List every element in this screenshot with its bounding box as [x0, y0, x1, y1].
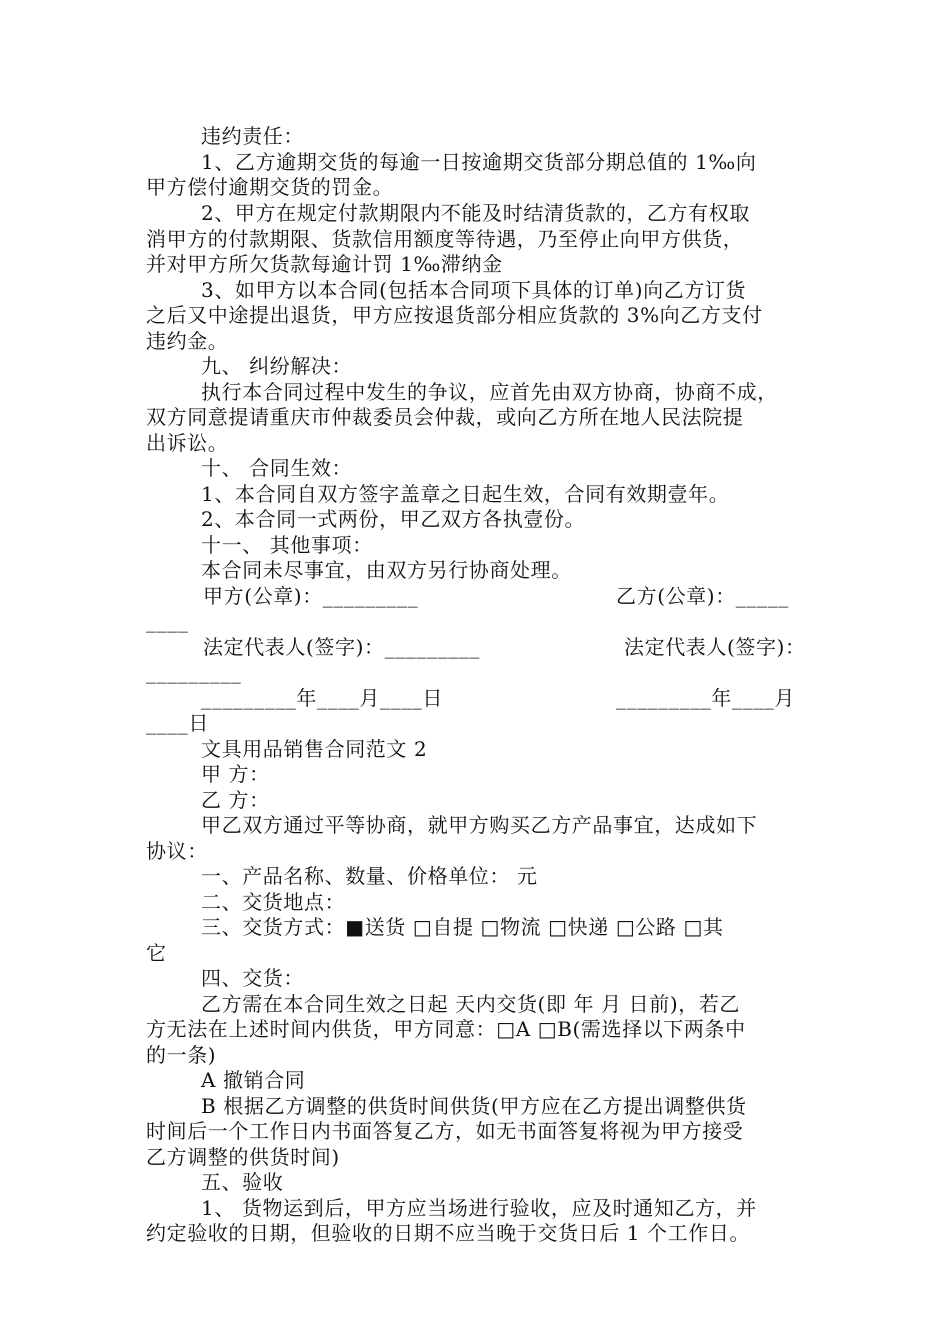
text-line: 1、本合同自双方签字盖章之日起生效，合同有效期壹年。: [201, 482, 730, 506]
text-line: 出诉讼。: [146, 431, 229, 455]
text-line: 二、交货地点：: [201, 890, 346, 914]
party-a-seal-line: 甲方(公章)：_________: [203, 584, 419, 608]
text-line: 2、本合同一式两份，甲乙双方各执壹份。: [201, 507, 586, 531]
text-line: 2、甲方在规定付款期限内不能及时结清货款的，乙方有权取: [201, 201, 750, 225]
section-heading: 十一、 其他事项：: [201, 533, 373, 557]
text-line: 甲乙双方通过平等协商，就甲方购买乙方产品事宜，达成如下: [201, 813, 758, 837]
text-line: 乙方需在本合同生效之日起 天内交货(即 年 月 日前)，若乙: [201, 992, 741, 1016]
party-a-representative-line: 法定代表人(签字)：_________: [203, 635, 481, 659]
text-line: 之后又中途提出退货，甲方应按退货部分相应货款的 3%向乙方支付: [146, 303, 763, 327]
text-line: 3、如甲方以本合同(包括本合同项下具体的订单)向乙方订货: [201, 278, 747, 302]
text-line: 执行本合同过程中发生的争议，应首先由双方协商，协商不成，: [201, 380, 778, 404]
text-line: A 撤销合同: [201, 1068, 306, 1092]
section-heading: 十、 合同生效：: [201, 456, 353, 480]
text-line: 甲方偿付逾期交货的罚金。: [146, 175, 394, 199]
text-line: _________: [146, 660, 242, 684]
section-heading: 四、交货：: [201, 966, 304, 990]
text-line: 约定验收的日期，但验收的日期不应当晚于交货日后 1 个工作日。: [146, 1221, 751, 1245]
text-line: 违约金。: [146, 329, 229, 353]
text-line: 它: [146, 941, 167, 965]
party-a-date-line: _________年____月____日: [201, 686, 443, 710]
section-heading: 五、验收: [201, 1170, 284, 1194]
text-line: 方无法在上述时间内供货，甲方同意：□A □B(需选择以下两条中: [146, 1017, 746, 1041]
party-b-label: 乙 方：: [201, 788, 270, 812]
text-line: ____日: [146, 711, 209, 735]
text-line: B 根据乙方调整的供货时间供货(甲方应在乙方提出调整供货: [201, 1094, 747, 1118]
text-line: 的一条): [146, 1043, 217, 1067]
text-line: 1、 货物运到后，甲方应当场进行验收，应及时通知乙方，并: [201, 1196, 757, 1220]
document-title: 文具用品销售合同范文 2: [201, 737, 428, 761]
text-line: 本合同未尽事宜，由双方另行协商处理。: [201, 558, 572, 582]
party-b-date-line: _________年____月: [616, 686, 795, 710]
section-heading: 九、 纠纷解决：: [201, 354, 353, 378]
text-line: ____: [146, 609, 189, 633]
delivery-method-options: 三、交货方式：■送货 □自提 □物流 □快递 □公路 □其: [201, 915, 724, 939]
text-line: 消甲方的付款期限、货款信用额度等待遇，乃至停止向甲方供货，: [146, 227, 744, 251]
party-b-seal-line: 乙方(公章)：_____: [616, 584, 789, 608]
party-b-representative-line: 法定代表人(签字)：: [624, 635, 806, 659]
text-line: 违约责任：: [201, 124, 304, 148]
text-line: 时间后一个工作日内书面答复乙方，如无书面答复将视为甲方接受: [146, 1119, 744, 1143]
text-line: 协议：: [146, 839, 208, 863]
text-line: 双方同意提请重庆市仲裁委员会仲裁，或向乙方所在地人民法院提: [146, 405, 744, 429]
party-a-label: 甲 方：: [201, 762, 270, 786]
text-line: 1、乙方逾期交货的每逾一日按逾期交货部分期总值的 1‰向: [201, 150, 757, 174]
text-line: 一、产品名称、数量、价格单位： 元: [201, 864, 538, 888]
text-line: 乙方调整的供货时间): [146, 1145, 340, 1169]
text-line: 并对甲方所欠货款每逾计罚 1‰滞纳金: [146, 252, 503, 276]
